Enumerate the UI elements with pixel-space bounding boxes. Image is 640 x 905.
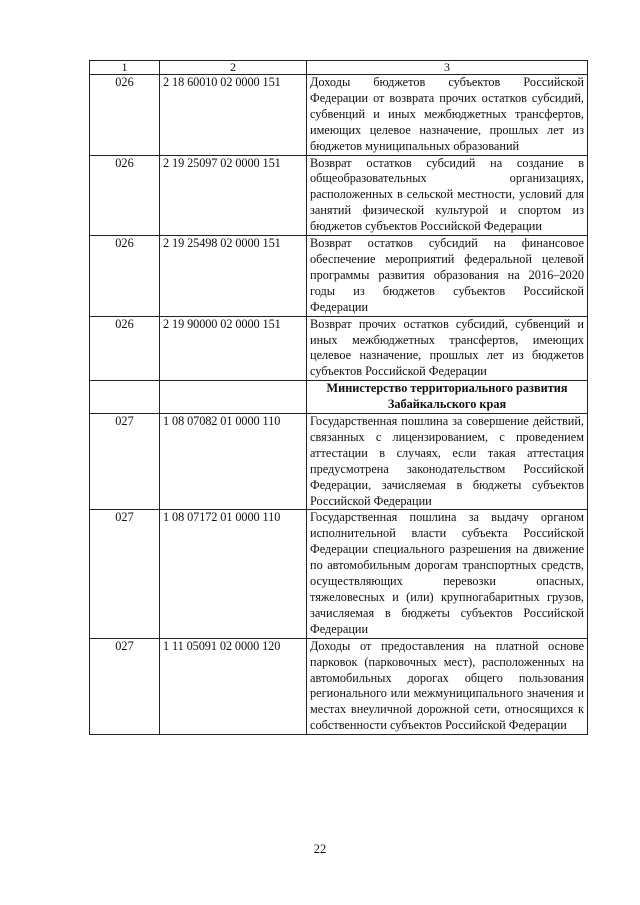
budget-classification-code: 1 08 07172 01 0000 110	[160, 510, 307, 638]
column-number-3: 3	[307, 61, 588, 75]
table-row	[90, 75, 588, 156]
administrator-code: 026	[90, 75, 160, 156]
administrator-code: 027	[90, 414, 160, 510]
revenue-description: Возврат прочих остатков субсидий, субвенций и иных межбюджетных трансфертов, имеющих целевое назначение, прошлых лет из бюджетов субъектов Российской Федерации	[307, 316, 588, 381]
table-row	[90, 414, 588, 510]
revenue-description: Возврат остатков субсидий на создание в общеобразовательных организациях, расположенных в сельской местности, условий для занятий физической культурой и спортом из бюджетов субъектов Российской Федерации	[307, 155, 588, 236]
column-number-2: 2	[160, 61, 307, 75]
empty-cell	[160, 381, 307, 414]
page-number: 22	[313, 842, 327, 856]
revenue-description: Государственная пошлина за совершение действий, связанных с лицензированием, с проведением аттестации в случаях, если такая аттестация предусмотрена законодательством Российской Федерации, зачисляемая в бюджеты субъектов Российской Федерации	[307, 414, 588, 510]
budget-classification-table	[89, 60, 588, 735]
budget-classification-code: 2 18 60010 02 0000 151	[160, 75, 307, 156]
revenue-description: Доходы бюджетов субъектов Российской Федерации от возврата прочих остатков субсидий, субвенций и иных межбюджетных трансфертов, имеющих целевое назначение, прошлых лет из бюджетов муниципальных образований	[307, 75, 588, 156]
section-title: Министерство территориального развития Забайкальского края	[307, 381, 588, 414]
table-row	[90, 510, 588, 638]
revenue-description: Государственная пошлина за выдачу органом исполнительной власти субъекта Российской Федерации специального разрешения на движение по автомобильным дорогам транспортных средств, осуществляющих перевозки опасных, тяжеловесных и (или) крупногабаритных грузов, зачисляемая в бюджеты субъектов Российской Федерации	[307, 510, 588, 638]
budget-classification-code: 1 11 05091 02 0000 120	[160, 638, 307, 734]
revenue-description: Возврат остатков субсидий на финансовое обеспечение мероприятий федеральной целевой программы развития образования на 2016–2020 годы из бюджетов субъектов Российской Федерации	[307, 236, 588, 317]
administrator-code: 027	[90, 638, 160, 734]
budget-classification-code: 2 19 25498 02 0000 151	[160, 236, 307, 317]
empty-cell	[90, 381, 160, 414]
table-row	[90, 316, 588, 381]
administrator-code: 026	[90, 316, 160, 381]
table-row	[90, 236, 588, 317]
column-number-row	[90, 61, 588, 75]
budget-classification-code: 1 08 07082 01 0000 110	[160, 414, 307, 510]
table-row	[90, 638, 588, 734]
administrator-code: 026	[90, 155, 160, 236]
table-row	[90, 155, 588, 236]
column-number-1: 1	[90, 61, 160, 75]
administrator-code: 026	[90, 236, 160, 317]
section-row	[90, 381, 588, 414]
revenue-description: Доходы от предоставления на платной основе парковок (парковочных мест), расположенных на автомобильных дорогах общего пользования регионального или межмуниципального значения и местах внеуличной дорожной сети, относящихся к собственности субъектов Российской Федерации	[307, 638, 588, 734]
administrator-code: 027	[90, 510, 160, 638]
budget-classification-code: 2 19 25097 02 0000 151	[160, 155, 307, 236]
budget-classification-code: 2 19 90000 02 0000 151	[160, 316, 307, 381]
